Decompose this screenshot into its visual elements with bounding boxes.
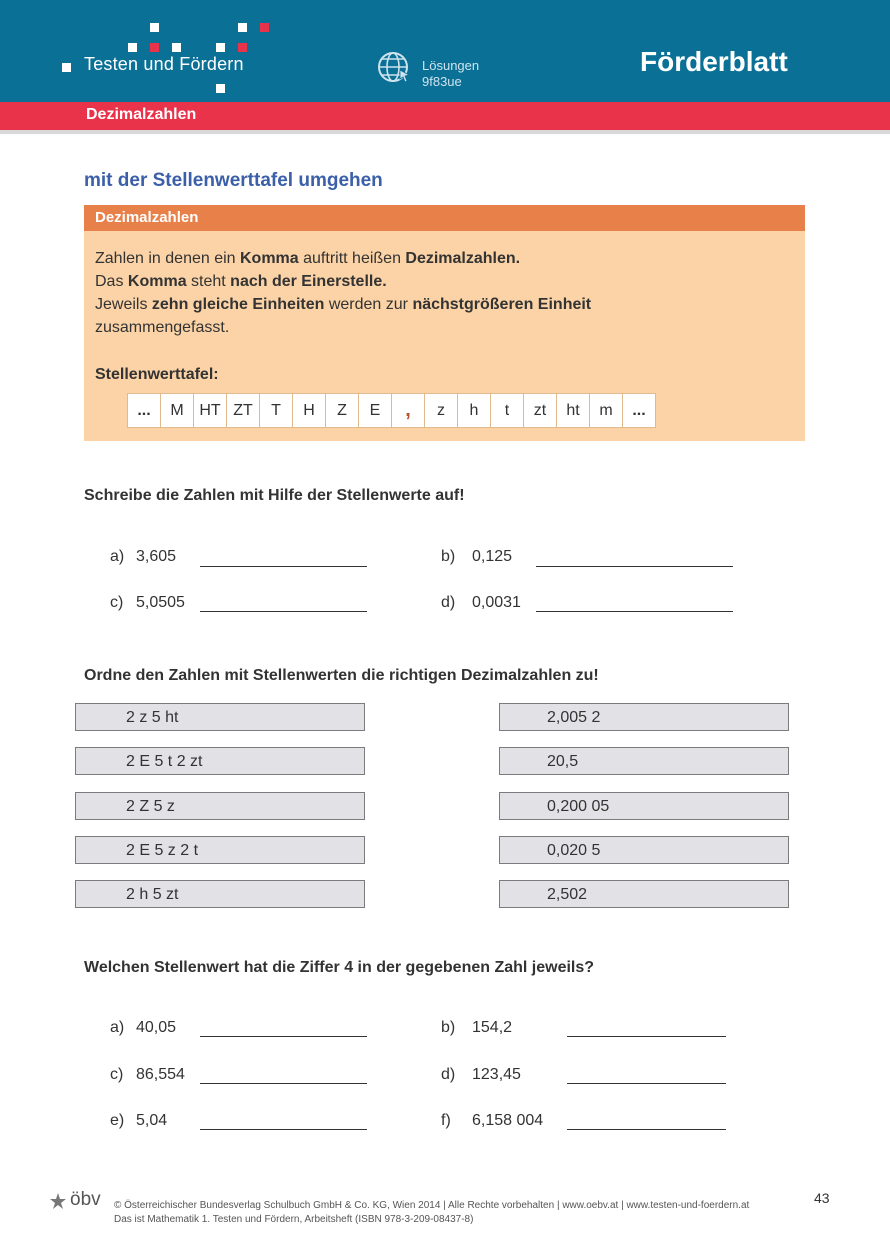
task3-item-label: c) [110, 1066, 124, 1083]
place-value-cell: z [425, 394, 458, 428]
place-value-comma: , [392, 394, 425, 428]
match-box-left[interactable]: 2 h 5 zt [75, 880, 365, 908]
task3-item-value: 40,05 [136, 1019, 177, 1036]
task3-item-value: 86,554 [136, 1066, 185, 1083]
publisher-star-icon [49, 1192, 67, 1210]
place-value-cell: ZT [227, 394, 260, 428]
place-value-cell: ht [557, 394, 590, 428]
info-line-3: Jeweils zehn gleiche Einheiten werden zur nächstgrößeren Einheit [95, 296, 592, 313]
place-value-cell: zt [524, 394, 557, 428]
info-line-2: Das Komma steht nach der Einerstelle. [95, 273, 387, 290]
place-value-table [127, 393, 656, 428]
place-value-cell: E [359, 394, 392, 428]
answer-line[interactable] [200, 611, 367, 612]
info-box-heading: Dezimalzahlen [95, 209, 199, 226]
task3-item-value: 6,158 004 [472, 1112, 544, 1129]
answer-line[interactable] [536, 566, 733, 567]
task3-item-value: 123,45 [472, 1066, 521, 1083]
answer-line[interactable] [567, 1083, 726, 1084]
task3-item-value: 5,04 [136, 1112, 168, 1129]
answer-line[interactable] [200, 566, 367, 567]
answer-line[interactable] [567, 1129, 726, 1130]
task1-item-label: c) [110, 594, 124, 611]
match-box-left[interactable]: 2 E 5 z 2 t [75, 836, 365, 864]
task3-item-label: a) [110, 1019, 125, 1036]
match-box-left[interactable]: 2 z 5 ht [75, 703, 365, 731]
task1-item-value: 0,125 [472, 548, 513, 565]
task3-instruction: Welchen Stellenwert hat die Ziffer 4 in der gegebenen Zahl jeweils? [84, 959, 595, 976]
task3-item-value: 154,2 [472, 1019, 513, 1036]
solutions-code: 9f83ue [422, 74, 462, 89]
task1-instruction: Schreibe die Zahlen mit Hilfe der Stellenwerte auf! [84, 487, 465, 504]
info-line-4: zusammengefasst. [95, 319, 230, 336]
match-box-right[interactable]: 0,200 05 [499, 792, 789, 820]
answer-line[interactable] [200, 1083, 367, 1084]
task3-item-label: e) [110, 1112, 125, 1129]
task1-item-label: b) [441, 548, 456, 565]
footer-copyright: © Österreichischer Bundesverlag Schulbuch GmbH & Co. KG, Wien 2014 | Alle Rechte vorbehalten | www.oebv.at | www.testen-und-foerdern.at [114, 1200, 750, 1211]
answer-line[interactable] [536, 611, 733, 612]
match-box-right[interactable]: 20,5 [499, 747, 789, 775]
place-value-cell: ... [128, 394, 161, 428]
place-value-cell: h [458, 394, 491, 428]
info-box-text [95, 247, 785, 339]
task1-item-label: d) [441, 594, 456, 611]
answer-line[interactable] [200, 1129, 367, 1130]
place-value-cell: t [491, 394, 524, 428]
place-value-cell: H [293, 394, 326, 428]
task3-item-label: f) [441, 1112, 451, 1129]
answer-line[interactable] [567, 1036, 726, 1037]
answer-line[interactable] [200, 1036, 367, 1037]
divider [0, 130, 890, 134]
brand-logo-text: Testen und Fördern [84, 54, 244, 74]
topic-label: Dezimalzahlen [86, 106, 197, 123]
place-value-cell: ... [623, 394, 656, 428]
globe-icon[interactable] [376, 50, 412, 86]
match-box-right[interactable]: 2,005 2 [499, 703, 789, 731]
match-box-left[interactable]: 2 Z 5 z [75, 792, 365, 820]
place-value-table-label: Stellenwerttafel: [95, 366, 219, 383]
place-value-cell: Z [326, 394, 359, 428]
match-box-right[interactable]: 0,020 5 [499, 836, 789, 864]
match-box-left[interactable]: 2 E 5 t 2 zt [75, 747, 365, 775]
task3-item-label: d) [441, 1066, 456, 1083]
match-box-right[interactable]: 2,502 [499, 880, 789, 908]
task2-instruction: Ordne den Zahlen mit Stellenwerten die richtigen Dezimalzahlen zu! [84, 667, 599, 684]
place-value-cell: HT [194, 394, 227, 428]
task1-item-value: 5,0505 [136, 594, 185, 611]
solutions-link[interactable] [422, 58, 479, 90]
page-number: 43 [814, 1190, 830, 1206]
page-title: mit der Stellenwerttafel umgehen [84, 170, 383, 191]
place-value-cell: T [260, 394, 293, 428]
publisher-logo: öbv [70, 1189, 101, 1210]
task1-item-value: 0,0031 [472, 594, 521, 611]
solutions-label: Lösungen [422, 58, 480, 73]
footer-book-info: Das ist Mathematik 1. Testen und Fördern, Arbeitsheft (ISBN 978-3-209-08437-8) [114, 1214, 474, 1225]
sheet-type-title: Förderblatt [640, 46, 788, 77]
place-value-cell: M [161, 394, 194, 428]
task1-item-label: a) [110, 548, 125, 565]
place-value-cell: m [590, 394, 623, 428]
task1-item-value: 3,605 [136, 548, 177, 565]
info-line-1: Zahlen in denen ein Komma auftritt heißen Dezimalzahlen. [95, 250, 521, 267]
task3-item-label: b) [441, 1019, 456, 1036]
footer-text [114, 1199, 749, 1227]
header-bar [0, 0, 890, 102]
